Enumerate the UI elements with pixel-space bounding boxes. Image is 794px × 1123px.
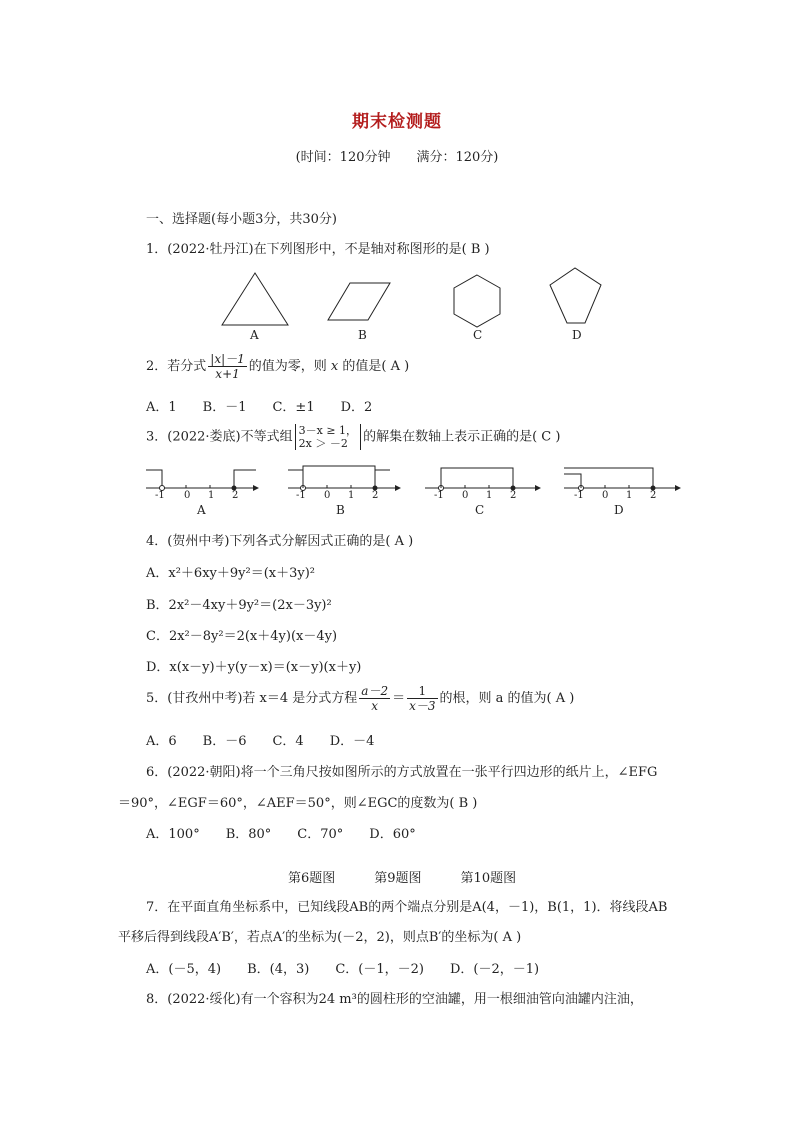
q2-prefix: 2．若分式 <box>146 359 207 374</box>
q3-d-tick-2: 2 <box>650 490 657 501</box>
hexagon-figure <box>454 275 500 327</box>
q3-ineq-2: 2x ＞ －2 <box>298 437 348 450</box>
number-line-d <box>564 468 680 491</box>
q3-c-tick-1: 1 <box>486 490 493 501</box>
q3-label-d: D <box>614 503 624 517</box>
q3-b-tick-1: 1 <box>348 490 355 501</box>
q3-prefix: 3．(2022·娄底)不等式组 <box>146 429 293 445</box>
figure-captions: 第6题图 第9题图 第10题图 <box>288 871 517 886</box>
q5-fraction-2 <box>407 684 437 713</box>
q5-equals: ＝ <box>392 691 406 706</box>
question-6-options: A．100° B．80° C．70° D．60° <box>146 827 416 842</box>
question-4-option-b: B．2x²－4xy＋9y²＝(2x－3y)² <box>146 598 332 613</box>
question-5-options: A．6 B．－6 C．4 D．－4 <box>146 734 375 749</box>
q3-d-tick-1: 1 <box>626 490 633 501</box>
q5-prefix: 5．(甘孜州中考)若 x＝4 是分式方程 <box>146 691 358 706</box>
question-7-line-2: 平移后得到线段A′B′，若点A′的坐标为(－2，2)，则点B′的坐标为( A ) <box>118 930 522 945</box>
q3-c-tick-neg1: -1 <box>434 490 444 501</box>
q3-inequality-system <box>295 424 361 450</box>
question-1-stem: 1．(2022·牡丹江)在下列图形中，不是轴对称图形的是( B ) <box>146 242 490 257</box>
q5-frac1-num: a－2 <box>361 684 389 698</box>
section-heading: 一、选择题(每小题3分，共30分) <box>146 212 337 227</box>
triangle-figure <box>222 273 288 325</box>
q5-frac2-num: 1 <box>407 684 437 699</box>
question-7-line-1: 7．在平面直角坐标系中，已知线段AB的两个端点分别是A(4，－1)，B(1，1)．将线段AB <box>146 900 668 915</box>
q1-label-b: B <box>358 328 367 342</box>
q3-a-tick-0: 0 <box>184 490 191 501</box>
q5-frac2-den: x－3 <box>409 699 436 713</box>
question-2-options: A．1 B．－1 C．±1 D．2 <box>146 400 373 415</box>
question-8-line-1: 8．(2022·绥化)有一个容积为24 m³的圆柱形的空油罐，用一根细油管向油罐内注油， <box>146 992 643 1007</box>
q3-a-tick-2: 2 <box>232 490 239 501</box>
q2-suffix-b: 的值是( A ) <box>338 359 410 374</box>
number-line-b <box>288 466 400 491</box>
q1-label-c: C <box>473 328 483 342</box>
exam-info: (时间：120分钟 满分：120分) <box>295 150 499 165</box>
question-4-option-d: D．x(x－y)＋y(y－x)＝(x－y)(x＋y) <box>146 660 362 675</box>
page-title: 期末检测题 <box>352 112 442 132</box>
q3-suffix: 的解集在数轴上表示正确的是( C ) <box>363 429 561 445</box>
q2-frac-num: |x|－1 <box>210 352 245 366</box>
q3-d-tick-neg1: -1 <box>574 490 584 501</box>
q3-c-tick-0: 0 <box>462 490 469 501</box>
q3-a-tick-1: 1 <box>208 490 215 501</box>
q2-fraction <box>208 352 247 381</box>
kite-figure <box>550 268 601 323</box>
q2-suffix-a: 的值为零，则 <box>248 359 331 374</box>
number-line-c <box>425 468 540 491</box>
parallelogram-figure <box>328 283 390 320</box>
question-4-option-a: A．x²＋6xy＋9y²＝(x＋3y)² <box>146 566 316 581</box>
q3-ineq-1: 3－x ≥ 1， <box>298 424 358 437</box>
q3-c-tick-2: 2 <box>510 490 517 501</box>
question-1-figures <box>210 265 610 345</box>
q5-suffix: 的根，则 a 的值为( A ) <box>439 691 575 706</box>
q3-b-tick-neg1: -1 <box>296 490 306 501</box>
q3-b-tick-0: 0 <box>324 490 331 501</box>
q3-label-a: A <box>197 503 206 517</box>
question-2-stem <box>146 352 409 381</box>
question-5-stem <box>146 684 574 713</box>
q5-frac1-den: x <box>371 699 379 713</box>
q2-var: x <box>330 359 339 374</box>
question-6-line-2: ＝90°，∠EGF＝60°，∠AEF＝50°，则∠EGC的度数为( B ) <box>118 796 478 811</box>
question-3-stem <box>146 424 560 450</box>
q5-fraction-1 <box>359 684 390 713</box>
q1-label-d: D <box>572 328 582 342</box>
question-4-stem: 4．(贺州中考)下列各式分解因式正确的是( A ) <box>146 534 414 549</box>
number-line-a <box>146 470 258 491</box>
q3-d-tick-0: 0 <box>602 490 609 501</box>
q3-label-b: B <box>336 503 345 517</box>
question-7-options: A．(－5，4) B．(4，3) C．(－1，－2) D．(－2，－1) <box>146 962 540 977</box>
question-4-option-c: C．2x²－8y²＝2(x＋4y)(x－4y) <box>146 629 338 644</box>
q3-a-tick-neg1: -1 <box>155 490 165 501</box>
q1-label-a: A <box>250 328 259 342</box>
q3-label-c: C <box>475 503 485 517</box>
q2-frac-den: x+1 <box>215 367 240 381</box>
q3-b-tick-2: 2 <box>372 490 379 501</box>
question-6-line-1: 6．(2022·朝阳)将一个三角尺按如图所示的方式放置在一张平行四边形的纸片上，∠EFG <box>146 765 658 780</box>
